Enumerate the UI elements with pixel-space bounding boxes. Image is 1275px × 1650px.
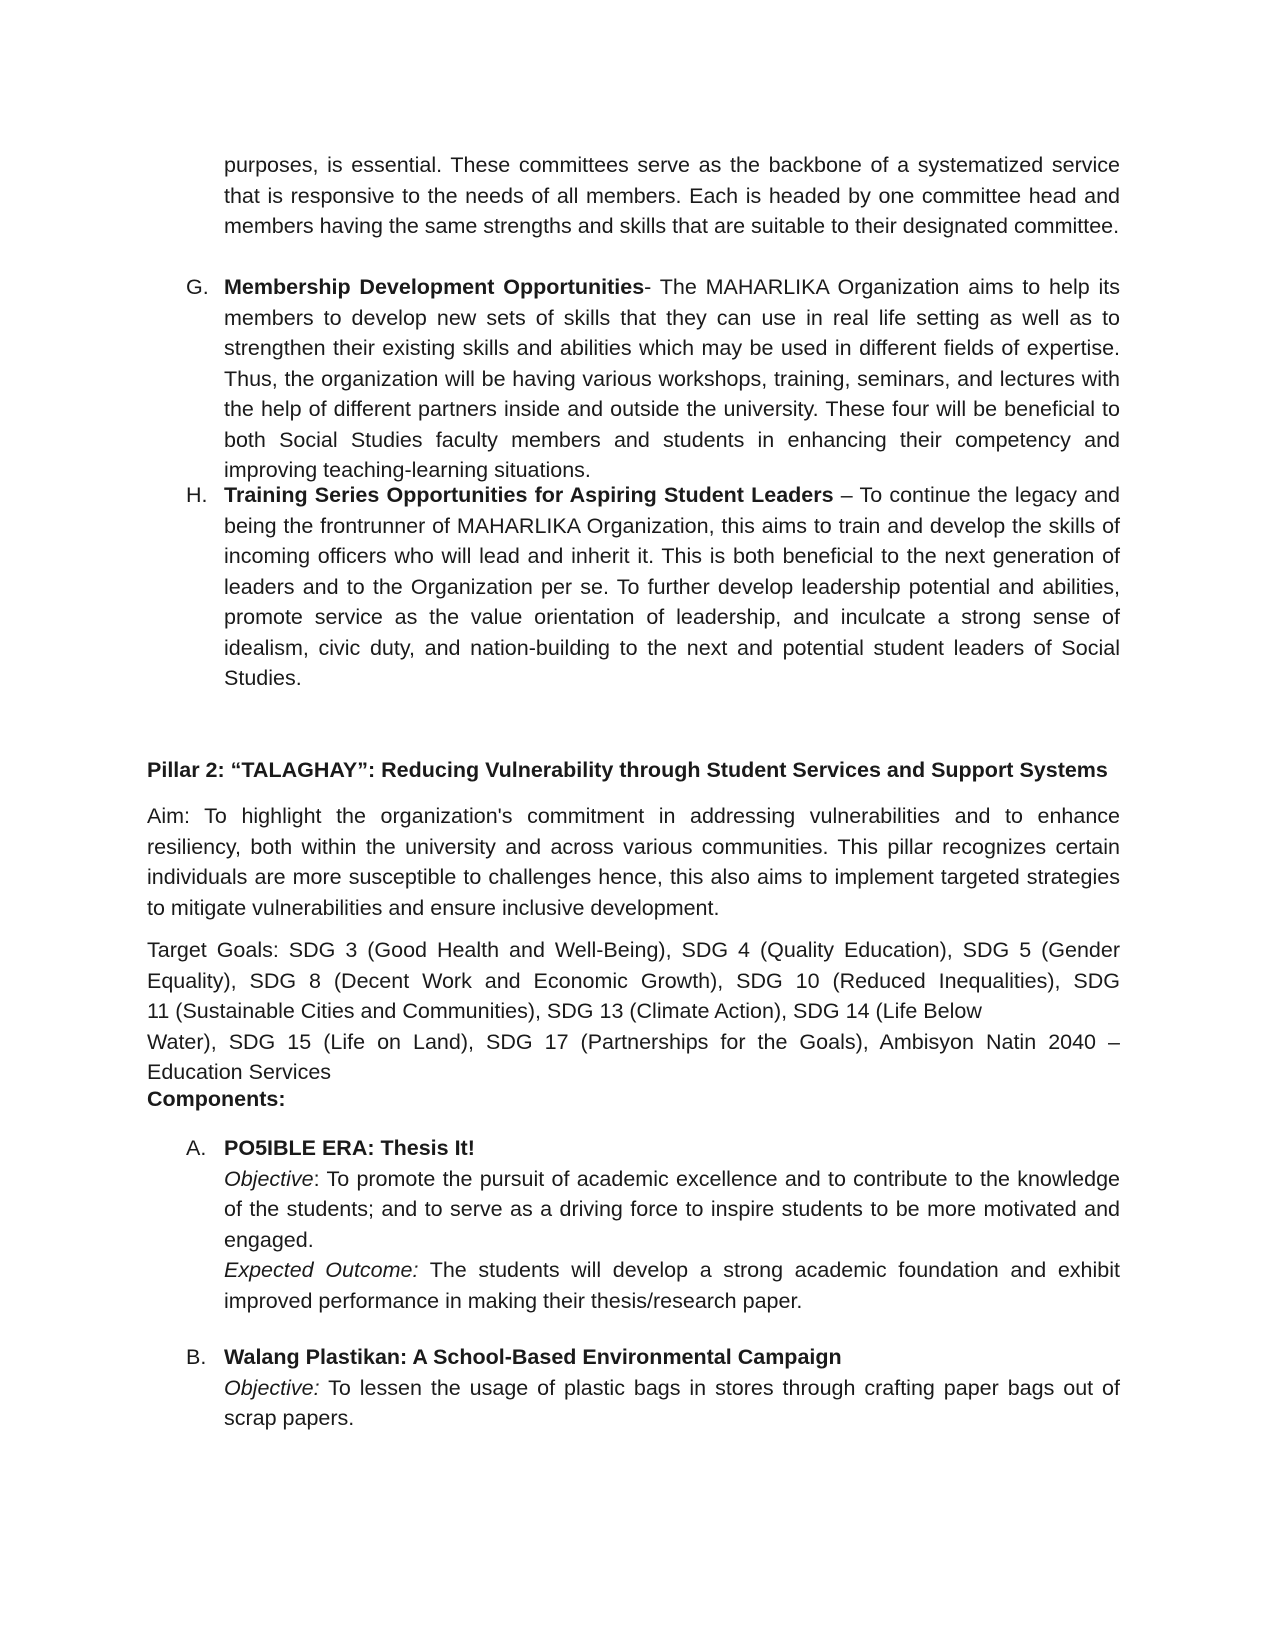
continuation-paragraph [224,150,1120,242]
component-a-objective-text: : To promote the pursuit of academic excellence and to contribute to the knowledge of the students; and to serve as a driving force to inspire students to be more motivated and engaged. [224,1166,1120,1252]
component-a-objective [224,1164,1120,1256]
pillar-2-aim [147,801,1120,923]
list-letter-g: G. [186,275,209,299]
component-b-objective-label: Objective: [224,1375,320,1400]
target-goals-line-2: Equality), SDG 8 (Decent Work and Economic Growth), SDG 10 (Reduced Inequalities), SDG [147,968,1120,993]
component-a-title: PO5IBLE ERA: Thesis It! [224,1136,475,1160]
component-b [186,1342,1120,1434]
item-h-title: Training Series Opportunities for Aspiring Student Leaders [224,483,834,507]
component-a-body [224,1133,1120,1316]
aim-text: Aim: To highlight the organization's commitment in addressing vulnerabilities and to enhance resiliency, both within the university and across various communities. This pillar recognizes certain individuals are more susceptible to challenges hence, this also aims to implement targeted strategies to mitigate vulnerabilities and ensure inclusive development. [147,804,1120,920]
target-goals-line-5: Education Services [147,1060,332,1084]
item-h-text: – To continue the legacy and being the frontrunner of MAHARLIKA Organization, this aims to train and develop the skills of incoming officers who will lead and inherit it. This is both beneficial to the next generation of leaders and to the Organization per se. To further develop leadership potential and abilities, promote service as the value orientation of leadership, and inculcate a strong sense of idealism, civic duty, and nation-building to the next and potential student leaders of Social Studies. [224,483,1121,690]
list-item-h [186,480,1120,694]
component-a-outcome-label: Expected Outcome: [224,1258,419,1282]
list-body-g [224,272,1120,486]
list-item-g [186,272,1120,486]
target-goals-line-3: 11 (Sustainable Cities and Communities), SDG 13 (Climate Action), SDG 14 (Life Below [147,999,982,1023]
component-a-outcome [224,1255,1120,1316]
pillar-2-heading: Pillar 2: “TALAGHAY”: Reducing Vulnerability through Student Services and Support Systems [147,758,1108,782]
component-b-objective-text: To lessen the usage of plastic bags in stores through crafting paper bags out of scrap papers. [224,1375,1120,1430]
item-g-title: Membership Development Opportunities [224,275,645,299]
component-a-letter: A. [186,1136,207,1160]
component-b-objective [224,1373,1120,1434]
target-goals-line-1: Target Goals: SDG 3 (Good Health and Well-Being), SDG 4 (Quality Education), SDG 5 (Gender [147,938,1120,962]
component-b-title: Walang Plastikan: A School-Based Environmental Campaign [224,1345,842,1369]
list-body-h [224,480,1120,694]
component-b-letter: B. [186,1345,207,1369]
component-b-body [224,1342,1120,1434]
components-label: Components: [147,1087,286,1111]
item-g-text: - The MAHARLIKA Organization aims to help its members to develop new sets of skills that they can use in real life setting as well as to strengthen their existing skills and abilities which may be used in different fields of expertise. Thus, the organization will be having various workshops, training, seminars, and lectures with the help of different partners inside and outside the university. These four will be beneficial to both Social Studies faculty members and students in enhancing their competency and improving teaching-learning situations. [224,275,1120,482]
target-goals-line-4: Water), SDG 15 (Life on Land), SDG 17 (Partnerships for the Goals), Ambisyon Natin 2040 – [147,1029,1120,1054]
component-a [186,1133,1120,1316]
pillar-2-target-goals [147,935,1120,1088]
component-a-objective-label: Objective [224,1166,314,1191]
list-letter-h: H. [186,483,208,507]
continuation-text: purposes, is essential. These committees serve as the backbone of a systematized service that is responsive to the needs of all members. Each is headed by one committee head and members having the same strengths and skills that are suitable to their designated committee. [224,153,1120,238]
component-a-outcome-text: The students will develop a strong academic foundation and exhibit improved performance in making their thesis/research paper. [224,1258,1120,1313]
